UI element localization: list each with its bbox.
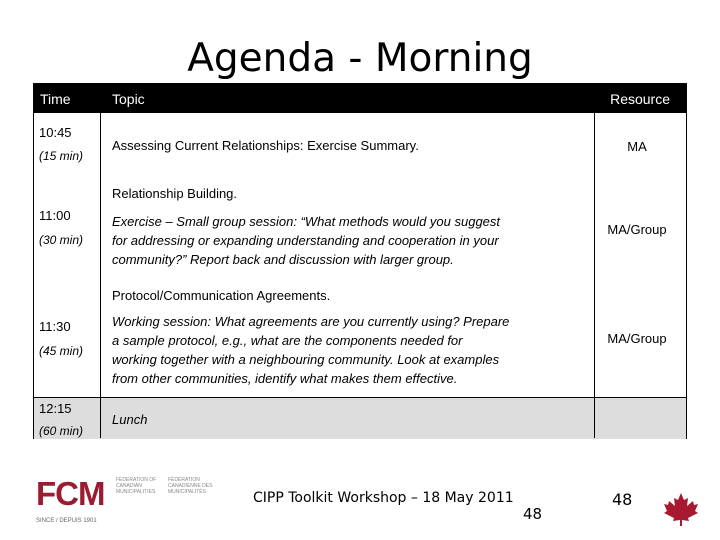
- slide-title: Agenda - Morning: [187, 36, 533, 81]
- row-1-resource: MA: [627, 139, 647, 154]
- column-divider: [100, 84, 101, 438]
- logo-english-name: FEDERATION OF CANADIAN MUNICIPALITIES: [116, 477, 157, 495]
- row-1-duration: (15 min): [39, 149, 84, 163]
- maple-leaf-icon: [663, 492, 699, 526]
- row-3-topic: Working session: What agreements are you currently using? Prepare a sample protocol, e.g., what are the components needed for working together with a neighbouring community. Look at examples from other communities, identify what makes them effective.: [112, 314, 510, 386]
- row-4-time: 12:15: [39, 401, 72, 416]
- row-2-heading: Relationship Building.: [112, 186, 238, 201]
- row-4-topic: Lunch: [112, 412, 148, 427]
- header-topic: Topic: [112, 91, 145, 107]
- header-time: Time: [40, 91, 71, 107]
- row-3-resource: MA/Group: [607, 331, 667, 346]
- page-number: 48: [612, 490, 633, 509]
- row-2-duration: (30 min): [39, 233, 84, 247]
- row-3-time: 11:30: [39, 319, 71, 334]
- row-divider: [34, 397, 686, 398]
- footer-slide-number: 48: [523, 505, 543, 523]
- row-1-topic: Assessing Current Relationships: Exercise Summary.: [112, 138, 419, 153]
- logo-since: SINCE / DEPUIS 1901: [36, 518, 97, 524]
- row-2-time: 11:00: [39, 208, 71, 223]
- logo-french-name: FÉDÉRATION CANADIENNE DES MUNICIPALITÉS: [168, 477, 213, 495]
- row-2-resource: MA/Group: [607, 222, 667, 237]
- row-3-duration: (45 min): [39, 344, 84, 358]
- agenda-table: [33, 83, 687, 439]
- row-3-heading: Protocol/Communication Agreements.: [112, 288, 331, 303]
- fcm-logo: [36, 475, 226, 531]
- logo-wordmark: FCM: [36, 475, 105, 512]
- row-1-time: 10:45: [39, 125, 72, 140]
- footer-event: CIPP Toolkit Workshop – 18 May 2011: [253, 490, 514, 506]
- row-4-duration: (60 min): [39, 424, 84, 438]
- header-resource: Resource: [610, 91, 670, 107]
- row-2-topic: Exercise – Small group session: “What methods would you suggest for addressing or expanding understanding and cooperation in your community?” Report back and discussion with larger group.: [112, 214, 501, 267]
- table-header: [34, 84, 686, 113]
